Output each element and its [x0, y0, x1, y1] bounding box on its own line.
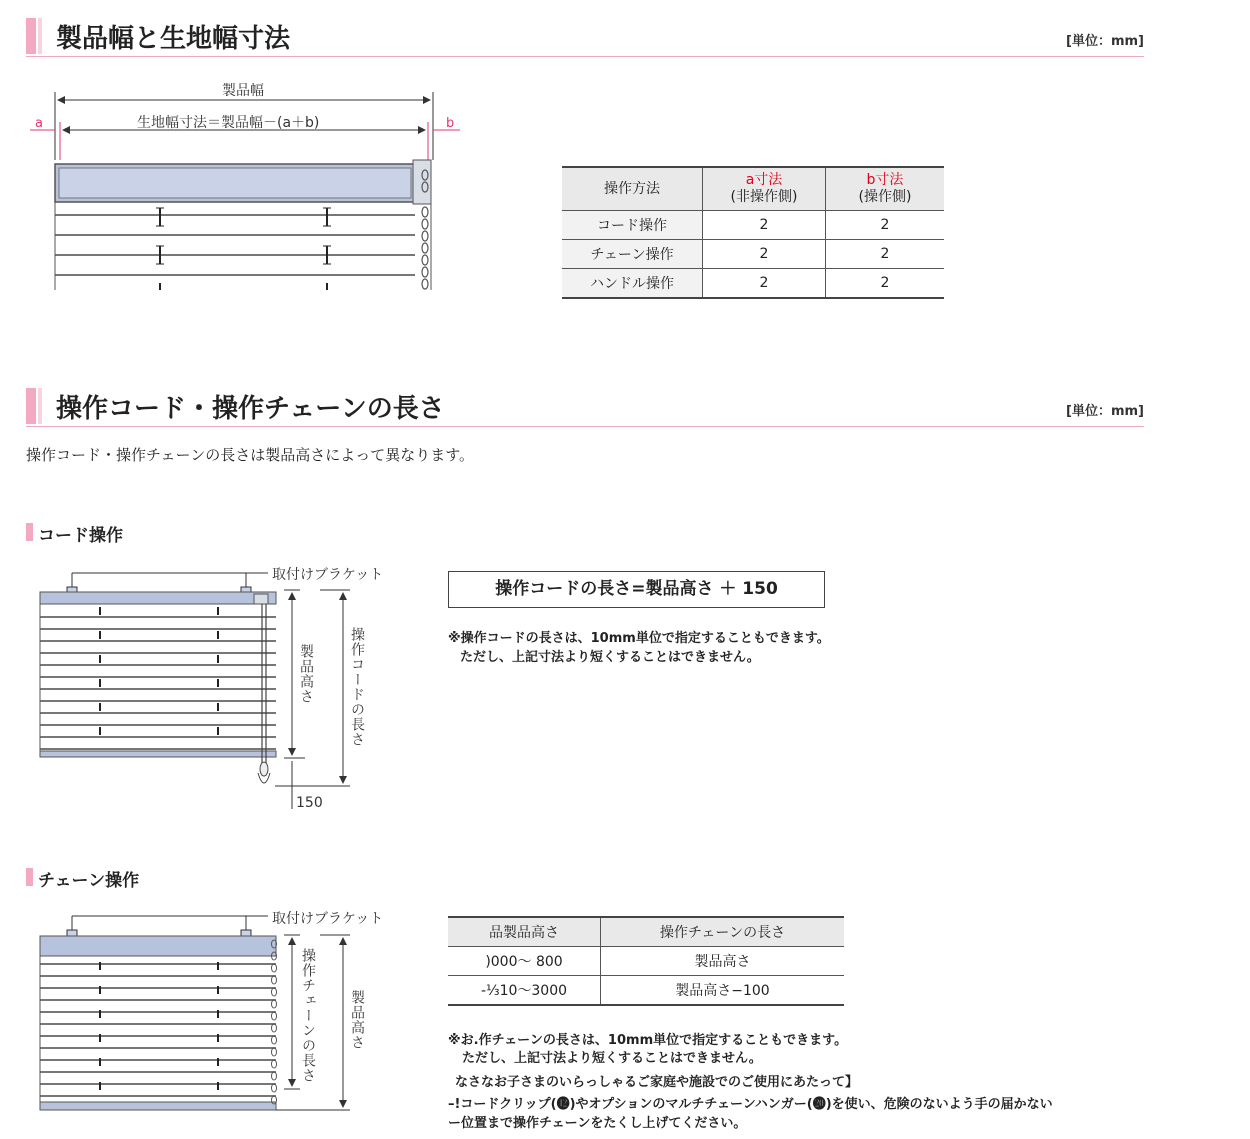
chain-length-label: 操作チェーンの長さ: [300, 948, 316, 1083]
header-a: [703, 167, 826, 211]
header-length: 操作チェーンの長さ: [601, 917, 845, 947]
section-marker-light: [38, 388, 42, 424]
row-b: 2: [826, 240, 945, 269]
row-a: 2: [703, 211, 826, 240]
table-header-row: [562, 167, 944, 211]
header-a-title: a寸法: [745, 172, 783, 188]
height-label: 製品高さ: [349, 990, 365, 1050]
header-a-sub: (非操作側): [730, 189, 798, 205]
section-header-length: [26, 386, 1144, 427]
subheader-marker: [26, 868, 33, 886]
row-b: 2: [826, 211, 945, 240]
width-diagram: [0, 0, 480, 300]
row-length: 製品高さ: [601, 947, 845, 976]
safety-note-title: なさなお子さまのいらっしゃるご家庭や施設でのご使用にあたって】: [455, 1075, 859, 1090]
chain-note-2: ただし、上記寸法より短くすることはできません。: [462, 1051, 762, 1066]
product-width-label: 製品幅: [222, 83, 264, 99]
subheader-title: コード操作: [38, 526, 123, 546]
bracket-label: 取付けブラケット: [272, 567, 384, 583]
header-height: 品製品高さ: [448, 917, 601, 947]
row-method: チェーン操作: [562, 240, 703, 269]
row-method: コード操作: [562, 211, 703, 240]
subheader-title: チェーン操作: [38, 871, 140, 891]
header-b: [826, 167, 945, 211]
a-label: a: [35, 116, 43, 131]
header-b-sub: (操作側): [858, 189, 912, 205]
section-title: 操作コード・操作チェーンの長さ: [56, 394, 445, 424]
cord-length-formula: 操作コードの長さ=製品高さ ＋ 150: [448, 571, 825, 608]
cord-length-label: 操作コードの長さ: [349, 627, 365, 747]
table-header-row: [448, 917, 844, 947]
section-title: 製品幅と生地幅寸法: [56, 24, 291, 54]
unit-label: [単位：mm]: [1066, 404, 1144, 419]
row-b: 2: [826, 269, 945, 299]
b-label: b: [446, 116, 455, 131]
chain-note-1: ※お.作チェーンの長さは、10mm単位で指定することもできます。: [448, 1033, 848, 1048]
unit-label: [単位：mm]: [1066, 34, 1144, 49]
row-a: 2: [703, 269, 826, 299]
height-label: 製品高さ: [298, 644, 314, 704]
fabric-width-formula-label: 生地幅寸法＝製品幅－(a＋b): [137, 115, 320, 131]
table-row: [448, 947, 844, 976]
intro-text: 操作コード・操作チェーンの長さは製品高さによって異なります。: [26, 446, 475, 464]
chain-length-table: [448, 916, 844, 1006]
safety-note-2: ー位置まで操作チェーンをたくし上げてください。: [448, 1116, 747, 1131]
header-b-title: b寸法: [866, 172, 904, 188]
safety-note-1: –!コードクリップ(⓬)やオプションのマルチチェーンハンガー(⓴)を使い、危険のないよう手の届かない: [448, 1097, 1053, 1112]
header-method: 操作方法: [562, 167, 703, 211]
dimension-table: [562, 166, 944, 299]
cord-note-1: ※操作コードの長さは、10mm単位で指定することもできます。: [448, 631, 830, 646]
row-height: )000～ 800: [448, 947, 601, 976]
bracket-label: 取付けブラケット: [272, 911, 384, 927]
row-height: -⅓10～3000: [448, 976, 601, 1006]
table-row: [562, 269, 944, 299]
offset-label: 150: [296, 795, 323, 811]
subheader-marker: [26, 523, 33, 541]
section-marker: [26, 388, 36, 424]
cord-note-2: ただし、上記寸法より短くすることはできません。: [460, 650, 760, 665]
row-method: ハンドル操作: [562, 269, 703, 299]
table-row: [448, 976, 844, 1006]
table-row: [562, 240, 944, 269]
table-row: [562, 211, 944, 240]
row-a: 2: [703, 240, 826, 269]
row-length: 製品高さ−100: [601, 976, 845, 1006]
